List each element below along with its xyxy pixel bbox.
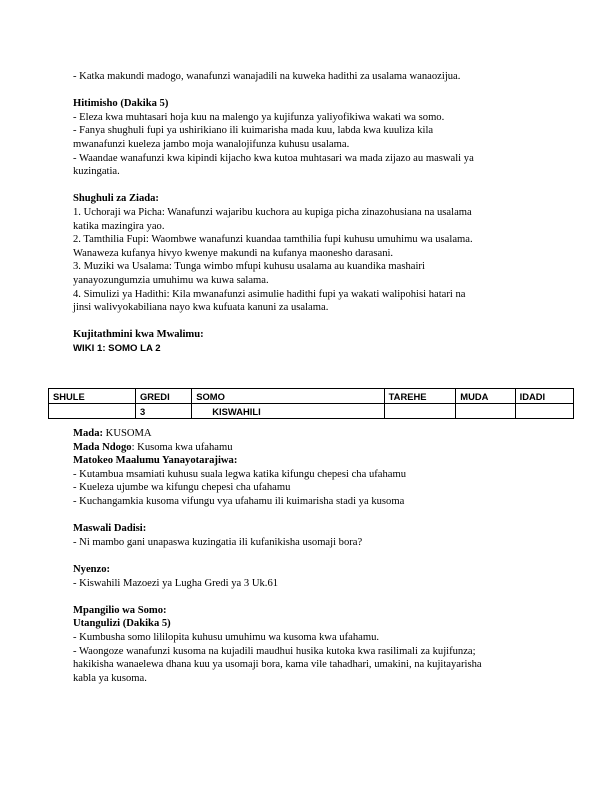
header-somo: SOMO: [192, 389, 384, 404]
lesson-info-table: [48, 388, 574, 419]
hitimisho-line: mwanafunzi kueleza jambo moja wanalojifunza kuhusu usalama.: [73, 138, 350, 150]
utangulizi-line: - Kumbusha somo lililopita kuhusu umuhimu wa kusoma kwa ufahamu.: [73, 631, 380, 643]
table-row: [49, 404, 574, 419]
nyenzo-heading: Nyenzo:: [73, 563, 111, 575]
mada-line: [73, 427, 553, 441]
shughuli-line: Wanaweza kufanya hivyo kwenye makundi na kufanya maonesho darasani.: [73, 247, 394, 259]
mada-label: Mada:: [73, 428, 104, 439]
cell-shule: [49, 404, 136, 419]
header-muda: MUDA: [456, 389, 515, 404]
matokeo-line: - Kuchangamkia kusoma vifungu vya ufahamu ili kuimarisha stadi ya kusoma: [73, 495, 405, 507]
nyenzo-line: - Kiswahili Mazoezi ya Lugha Gredi ya 3 Uk.61: [73, 577, 279, 589]
hitimisho-line: - Fanya shughuli fupi ya ushirikiano ili kuimarisha mada kuu, labda kwa kuuliza kila: [73, 125, 434, 137]
week-label: WIKI 1: SOMO LA 2: [73, 342, 161, 354]
matokeo-heading: Matokeo Maalumu Yanayotarajiwa:: [73, 455, 238, 467]
header-shule: SHULE: [49, 389, 136, 404]
cell-muda: [456, 404, 515, 419]
shughuli-line: 1. Uchoraji wa Picha: Wanafunzi wajaribu kuchora au kupiga picha zinazohusiana na usalama: [73, 206, 472, 218]
header-idadi: IDADI: [515, 389, 573, 404]
hitimisho-line: - Eleza kwa muhtasari hoja kuu na malengo ya kujifunza yaliyofikiwa wakati wa somo.: [73, 111, 445, 123]
utangulizi-line: - Waongoze wanafunzi kusoma na kujadili maudhui husika kutoka kwa rasilimali za kujifunza;: [73, 645, 476, 657]
utangulizi-line: hakikisha wanaelewa dhana kuu ya usomaji bora, kama vile tahadhari, umakini, na kujitayarisha: [73, 659, 482, 671]
mpangilio-heading: Mpangilio wa Somo:: [73, 604, 167, 616]
shughuli-line: yanayozungumzia umuhimu wa kuwa salama.: [73, 274, 269, 286]
hitimisho-line: kuzingatia.: [73, 166, 120, 178]
hitimisho-heading: Hitimisho (Dakika 5): [73, 98, 169, 110]
table-header-row: [49, 389, 574, 404]
mada-ndogo-label: Mada Ndogo: [73, 441, 132, 453]
matokeo-line: - Kueleza ujumbe wa kifungu chepesi cha ufahamu: [73, 482, 291, 494]
header-tarehe: TAREHE: [384, 389, 456, 404]
cell-idadi: [515, 404, 573, 419]
mada-ndogo-line: [73, 441, 553, 455]
content-top: [73, 70, 553, 355]
maswali-line: - Ni mambo gani unapaswa kuzingatia ili kufanikisha usomaji bora?: [73, 536, 363, 548]
kujitathmini-heading: Kujitathmini kwa Mwalimu:: [73, 329, 204, 341]
mada-ndogo-value: : Kusoma kwa ufahamu: [131, 441, 233, 453]
shughuli-line: katika mazingira yao.: [73, 220, 165, 232]
mada-value: KUSOMA: [103, 428, 152, 439]
cell-somo: KISWAHILI: [192, 404, 384, 419]
group-discussion-line: - Katka makundi madogo, wanafunzi wanajadili na kuweka hadithi za usalama wanaozijua.: [73, 71, 461, 82]
shughuli-heading: Shughuli za Ziada:: [73, 193, 159, 205]
matokeo-line: - Kutambua msamiati kuhusu suala legwa katika kifungu chepesi cha ufahamu: [73, 468, 407, 480]
header-gredi: GREDI: [135, 389, 191, 404]
shughuli-line: 2. Tamthilia Fupi: Waombwe wanafunzi kuandaa tamthilia fupi kuhusu umuhimu wa usalama.: [73, 234, 473, 246]
cell-tarehe: [384, 404, 456, 419]
shughuli-line: jinsi walivyokabiliana nayo kwa kufuata kanuni za usalama.: [73, 302, 329, 314]
maswali-heading: Maswali Dadisi:: [73, 523, 147, 535]
utangulizi-line: kabla ya kusoma.: [73, 672, 147, 684]
content-lesson: [73, 427, 553, 685]
shughuli-line: 3. Muziki wa Usalama: Tunga wimbo mfupi kuhusu usalama au kuandika mashairi: [73, 261, 425, 273]
cell-gredi: 3: [135, 404, 191, 419]
shughuli-line: 4. Simulizi ya Hadithi: Kila mwanafunzi asimulie hadithi fupi ya wakati walipohisi hatari na: [73, 288, 466, 300]
utangulizi-heading: Utangulizi (Dakika 5): [73, 618, 171, 630]
hitimisho-line: - Waandae wanafunzi kwa kipindi kijacho kwa kutoa muhtasari wa mada zijazo au maswali ya: [73, 152, 474, 164]
